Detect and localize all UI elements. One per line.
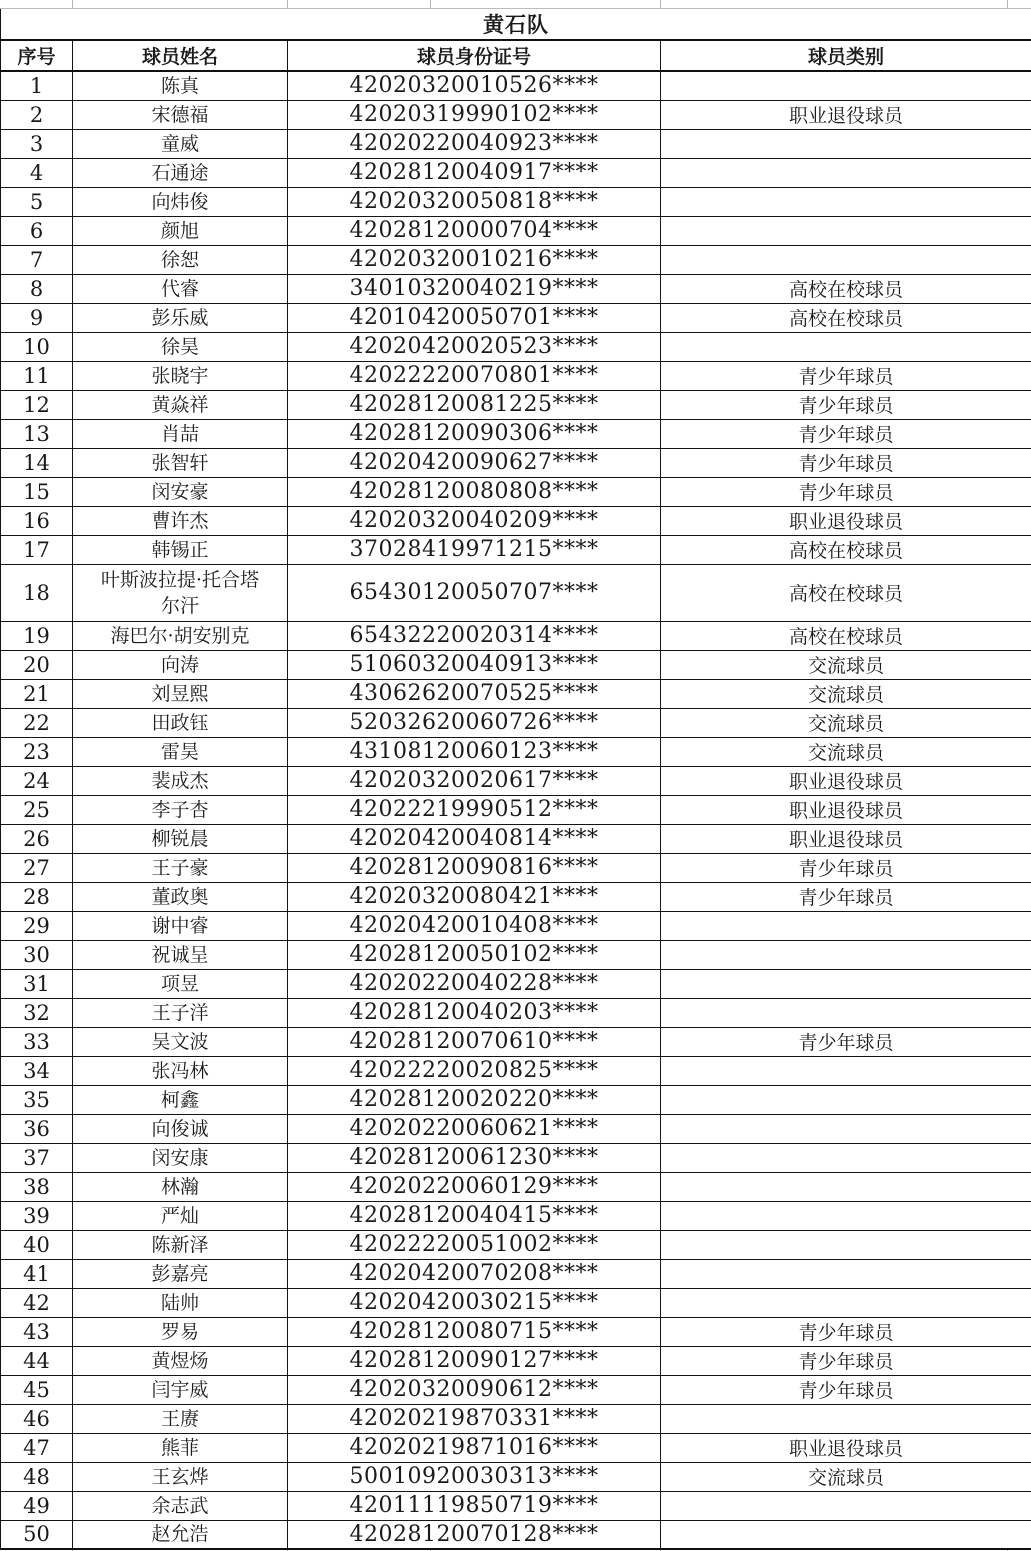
player-id-cell[interactable]: 65430120050707**** (288, 564, 661, 621)
player-id-cell[interactable]: 42022220070801**** (288, 361, 661, 390)
player-id-cell[interactable]: 52032620060726**** (288, 708, 661, 737)
player-category-cell[interactable]: 职业退役球员 (661, 1433, 1031, 1462)
player-name-cell[interactable]: 赵允浩 (73, 1520, 288, 1549)
player-category-cell[interactable] (661, 1491, 1031, 1520)
player-name-cell[interactable]: 雷昊 (73, 737, 288, 766)
table-row[interactable] (1, 679, 1031, 708)
player-name-cell[interactable]: 闵安豪 (73, 477, 288, 506)
table-row[interactable] (1, 766, 1031, 795)
player-name-cell[interactable]: 罗易 (73, 1317, 288, 1346)
player-id-cell[interactable]: 42020220060621**** (288, 1114, 661, 1143)
player-name-cell[interactable]: 林瀚 (73, 1172, 288, 1201)
player-category-cell[interactable] (661, 158, 1031, 187)
row-index-cell[interactable]: 18 (1, 564, 73, 621)
player-name-cell[interactable]: 张晓宇 (73, 361, 288, 390)
table-row[interactable] (1, 477, 1031, 506)
table-row[interactable] (1, 1259, 1031, 1288)
player-category-cell[interactable] (661, 216, 1031, 245)
table-row[interactable] (1, 332, 1031, 361)
player-name-cell[interactable]: 李子杏 (73, 795, 288, 824)
player-id-cell[interactable]: 42020220040923**** (288, 129, 661, 158)
row-index-cell[interactable]: 8 (1, 274, 73, 303)
table-row[interactable] (1, 1114, 1031, 1143)
row-index-cell[interactable]: 26 (1, 824, 73, 853)
player-name-cell[interactable]: 张冯林 (73, 1056, 288, 1085)
player-name-cell[interactable]: 王子洋 (73, 998, 288, 1027)
player-id-cell[interactable]: 42028120061230**** (288, 1143, 661, 1172)
player-name-cell[interactable]: 项昱 (73, 969, 288, 998)
player-name-cell[interactable]: 代睿 (73, 274, 288, 303)
player-name-cell[interactable]: 田政钰 (73, 708, 288, 737)
row-index-cell[interactable]: 29 (1, 911, 73, 940)
player-id-cell[interactable]: 42020320010526**** (288, 71, 661, 100)
player-id-cell[interactable]: 42020420070208**** (288, 1259, 661, 1288)
row-index-cell[interactable]: 31 (1, 969, 73, 998)
table-row[interactable] (1, 506, 1031, 535)
row-index-cell[interactable]: 32 (1, 998, 73, 1027)
player-category-cell[interactable] (661, 1520, 1031, 1549)
player-name-cell[interactable]: 吴文波 (73, 1027, 288, 1056)
row-index-cell[interactable]: 6 (1, 216, 73, 245)
player-category-cell[interactable]: 高校在校球员 (661, 303, 1031, 332)
player-name-cell[interactable]: 陈真 (73, 71, 288, 100)
table-row[interactable] (1, 1085, 1031, 1114)
row-index-cell[interactable]: 17 (1, 535, 73, 564)
player-category-cell[interactable] (661, 187, 1031, 216)
column-header-index[interactable]: 序号 (1, 40, 73, 71)
table-row[interactable] (1, 621, 1031, 650)
row-index-cell[interactable]: 40 (1, 1230, 73, 1259)
row-index-cell[interactable]: 12 (1, 390, 73, 419)
row-index-cell[interactable]: 38 (1, 1172, 73, 1201)
player-name-cell[interactable]: 韩锡正 (73, 535, 288, 564)
player-id-cell[interactable]: 43108120060123**** (288, 737, 661, 766)
table-row[interactable] (1, 998, 1031, 1027)
player-category-cell[interactable] (661, 1172, 1031, 1201)
player-name-cell[interactable]: 裴成杰 (73, 766, 288, 795)
player-name-cell[interactable]: 向涛 (73, 650, 288, 679)
row-index-cell[interactable]: 21 (1, 679, 73, 708)
row-index-cell[interactable]: 48 (1, 1462, 73, 1491)
player-category-cell[interactable]: 青少年球员 (661, 1027, 1031, 1056)
row-index-cell[interactable]: 30 (1, 940, 73, 969)
player-category-cell[interactable] (661, 1143, 1031, 1172)
player-name-cell[interactable]: 黄焱祥 (73, 390, 288, 419)
player-id-cell[interactable]: 42028120090306**** (288, 419, 661, 448)
table-header-row (1, 40, 1031, 71)
table-row[interactable] (1, 129, 1031, 158)
table-row[interactable] (1, 564, 1031, 621)
player-category-cell[interactable]: 职业退役球员 (661, 795, 1031, 824)
row-index-cell[interactable]: 23 (1, 737, 73, 766)
table-body (1, 71, 1031, 1549)
table-row[interactable] (1, 303, 1031, 332)
row-index-cell[interactable]: 49 (1, 1491, 73, 1520)
player-name-cell[interactable]: 肖喆 (73, 419, 288, 448)
table-row[interactable] (1, 969, 1031, 998)
row-index-cell[interactable]: 34 (1, 1056, 73, 1085)
table-row[interactable] (1, 100, 1031, 129)
player-id-cell[interactable]: 43062620070525**** (288, 679, 661, 708)
player-category-cell[interactable] (661, 332, 1031, 361)
player-name-cell[interactable]: 张智轩 (73, 448, 288, 477)
player-id-cell[interactable]: 42028120090816**** (288, 853, 661, 882)
table-row[interactable] (1, 187, 1031, 216)
table-row[interactable] (1, 1346, 1031, 1375)
table-row[interactable] (1, 824, 1031, 853)
player-category-cell[interactable] (661, 1404, 1031, 1433)
table-row[interactable] (1, 535, 1031, 564)
player-category-cell[interactable] (661, 969, 1031, 998)
player-name-cell[interactable]: 石通途 (73, 158, 288, 187)
player-id-cell[interactable]: 42028120040917**** (288, 158, 661, 187)
table-row[interactable] (1, 1172, 1031, 1201)
player-category-cell[interactable]: 青少年球员 (661, 882, 1031, 911)
player-id-cell[interactable]: 42028120080808**** (288, 477, 661, 506)
table-row[interactable] (1, 853, 1031, 882)
player-category-cell[interactable]: 职业退役球员 (661, 824, 1031, 853)
table-row[interactable] (1, 1288, 1031, 1317)
player-name-cell[interactable]: 黄煜炀 (73, 1346, 288, 1375)
player-name-cell[interactable]: 余志武 (73, 1491, 288, 1520)
player-category-cell[interactable]: 职业退役球员 (661, 506, 1031, 535)
row-index-cell[interactable]: 4 (1, 158, 73, 187)
table-row[interactable] (1, 708, 1031, 737)
player-id-cell[interactable]: 42022220051002**** (288, 1230, 661, 1259)
table-row[interactable] (1, 216, 1031, 245)
player-id-cell[interactable]: 42020420090627**** (288, 448, 661, 477)
player-name-cell[interactable]: 闫宇威 (73, 1375, 288, 1404)
row-index-cell[interactable]: 35 (1, 1085, 73, 1114)
table-row[interactable] (1, 158, 1031, 187)
player-name-cell[interactable]: 海巴尔·胡安别克 (73, 621, 288, 650)
table-row[interactable] (1, 795, 1031, 824)
player-name-cell[interactable]: 刘昱熙 (73, 679, 288, 708)
table-title-row (1, 9, 1031, 40)
player-id-cell[interactable]: 42020320040209**** (288, 506, 661, 535)
player-name-cell[interactable]: 向炜俊 (73, 187, 288, 216)
player-category-cell[interactable]: 高校在校球员 (661, 274, 1031, 303)
player-name-cell[interactable]: 徐恕 (73, 245, 288, 274)
row-index-cell[interactable]: 11 (1, 361, 73, 390)
gridline-tick (660, 0, 661, 8)
player-name-cell[interactable]: 谢中睿 (73, 911, 288, 940)
player-category-cell[interactable]: 青少年球员 (661, 853, 1031, 882)
player-category-cell[interactable] (661, 1288, 1031, 1317)
row-index-cell[interactable]: 24 (1, 766, 73, 795)
player-id-cell[interactable]: 42020320050818**** (288, 187, 661, 216)
player-id-cell[interactable]: 51060320040913**** (288, 650, 661, 679)
row-index-cell[interactable]: 19 (1, 621, 73, 650)
player-category-cell[interactable]: 交流球员 (661, 737, 1031, 766)
player-category-cell[interactable] (661, 940, 1031, 969)
player-id-cell[interactable]: 42020219870331**** (288, 1404, 661, 1433)
player-id-cell[interactable]: 42020320090612**** (288, 1375, 661, 1404)
table-row[interactable] (1, 1230, 1031, 1259)
row-index-cell[interactable]: 13 (1, 419, 73, 448)
table-row[interactable] (1, 361, 1031, 390)
player-category-cell[interactable] (661, 1056, 1031, 1085)
player-id-cell[interactable]: 65432220020314**** (288, 621, 661, 650)
row-index-cell[interactable]: 16 (1, 506, 73, 535)
row-index-cell[interactable]: 47 (1, 1433, 73, 1462)
player-category-cell[interactable]: 青少年球员 (661, 390, 1031, 419)
player-name-cell[interactable]: 严灿 (73, 1201, 288, 1230)
player-name-cell[interactable]: 董政奥 (73, 882, 288, 911)
player-id-cell[interactable]: 42028120070610**** (288, 1027, 661, 1056)
player-id-cell[interactable]: 50010920030313**** (288, 1462, 661, 1491)
player-name-cell[interactable]: 王子豪 (73, 853, 288, 882)
player-name-cell[interactable]: 陆帅 (73, 1288, 288, 1317)
player-id-cell[interactable]: 42028120081225**** (288, 390, 661, 419)
player-category-cell[interactable]: 青少年球员 (661, 1375, 1031, 1404)
player-id-cell[interactable]: 42020320020617**** (288, 766, 661, 795)
table-row[interactable] (1, 448, 1031, 477)
row-index-cell[interactable]: 10 (1, 332, 73, 361)
player-category-cell[interactable] (661, 1259, 1031, 1288)
row-index-cell[interactable]: 42 (1, 1288, 73, 1317)
row-index-cell[interactable]: 43 (1, 1317, 73, 1346)
players-table (0, 9, 1031, 1550)
row-index-cell[interactable]: 1 (1, 71, 73, 100)
player-id-cell[interactable]: 42020420040814**** (288, 824, 661, 853)
table-row[interactable] (1, 390, 1031, 419)
player-category-cell[interactable] (661, 1230, 1031, 1259)
player-id-cell[interactable]: 42028120050102**** (288, 940, 661, 969)
player-id-cell[interactable]: 42028120090127**** (288, 1346, 661, 1375)
player-id-cell[interactable]: 37028419971215**** (288, 535, 661, 564)
table-row[interactable] (1, 419, 1031, 448)
table-row[interactable] (1, 1375, 1031, 1404)
player-id-cell[interactable]: 42010420050701**** (288, 303, 661, 332)
table-row[interactable] (1, 737, 1031, 766)
player-id-cell[interactable]: 34010320040219**** (288, 274, 661, 303)
row-index-cell[interactable]: 22 (1, 708, 73, 737)
row-index-cell[interactable]: 45 (1, 1375, 73, 1404)
player-category-cell[interactable]: 青少年球员 (661, 1346, 1031, 1375)
player-id-cell[interactable]: 42022219990512**** (288, 795, 661, 824)
row-index-cell[interactable]: 5 (1, 187, 73, 216)
player-name-cell[interactable]: 宋德福 (73, 100, 288, 129)
row-index-cell[interactable]: 25 (1, 795, 73, 824)
table-row[interactable] (1, 71, 1031, 100)
row-index-cell[interactable]: 33 (1, 1027, 73, 1056)
player-category-cell[interactable]: 高校在校球员 (661, 564, 1031, 621)
player-category-cell[interactable] (661, 998, 1031, 1027)
table-title[interactable]: 黄石队 (1, 9, 1031, 40)
player-name-cell[interactable]: 彭乐威 (73, 303, 288, 332)
column-header-category[interactable]: 球员类别 (661, 40, 1031, 71)
table-row[interactable] (1, 1520, 1031, 1549)
player-name-cell[interactable]: 柯鑫 (73, 1085, 288, 1114)
player-id-cell[interactable]: 42020319990102**** (288, 100, 661, 129)
player-id-cell[interactable]: 42028120040203**** (288, 998, 661, 1027)
player-name-cell[interactable]: 颜旭 (73, 216, 288, 245)
table-row[interactable] (1, 1056, 1031, 1085)
row-index-cell[interactable]: 9 (1, 303, 73, 332)
row-index-cell[interactable]: 37 (1, 1143, 73, 1172)
player-name-cell[interactable]: 柳锐晨 (73, 824, 288, 853)
player-category-cell[interactable]: 青少年球员 (661, 1317, 1031, 1346)
player-name-cell[interactable]: 祝诚呈 (73, 940, 288, 969)
player-name-cell[interactable]: 徐昊 (73, 332, 288, 361)
row-index-cell[interactable]: 27 (1, 853, 73, 882)
row-index-cell[interactable]: 39 (1, 1201, 73, 1230)
player-id-cell[interactable]: 42020420020523**** (288, 332, 661, 361)
table-row[interactable] (1, 1201, 1031, 1230)
player-name-cell[interactable]: 曹许杰 (73, 506, 288, 535)
player-id-cell[interactable]: 42020420010408**** (288, 911, 661, 940)
player-category-cell[interactable] (661, 911, 1031, 940)
sheet-gridline-strip-top (0, 0, 1031, 9)
row-index-cell[interactable]: 36 (1, 1114, 73, 1143)
table-row[interactable] (1, 882, 1031, 911)
player-category-cell[interactable]: 青少年球员 (661, 361, 1031, 390)
player-id-cell[interactable]: 42020320080421**** (288, 882, 661, 911)
player-category-cell[interactable]: 交流球员 (661, 650, 1031, 679)
player-category-cell[interactable]: 青少年球员 (661, 477, 1031, 506)
row-index-cell[interactable]: 50 (1, 1520, 73, 1549)
table-row[interactable] (1, 1433, 1031, 1462)
player-category-cell[interactable]: 交流球员 (661, 679, 1031, 708)
player-category-cell[interactable]: 青少年球员 (661, 419, 1031, 448)
player-id-cell[interactable]: 42020219871016**** (288, 1433, 661, 1462)
player-id-cell[interactable]: 42028120040415**** (288, 1201, 661, 1230)
player-category-cell[interactable]: 青少年球员 (661, 448, 1031, 477)
row-index-cell[interactable]: 41 (1, 1259, 73, 1288)
player-name-cell[interactable]: 王赓 (73, 1404, 288, 1433)
player-category-cell[interactable] (661, 1114, 1031, 1143)
table-row[interactable] (1, 1317, 1031, 1346)
player-category-cell[interactable] (661, 71, 1031, 100)
table-row[interactable] (1, 1404, 1031, 1433)
table-row[interactable] (1, 1491, 1031, 1520)
player-id-cell[interactable]: 42020220040228**** (288, 969, 661, 998)
table-row[interactable] (1, 940, 1031, 969)
player-name-cell[interactable]: 陈新泽 (73, 1230, 288, 1259)
table-row[interactable] (1, 1027, 1031, 1056)
player-id-cell[interactable]: 42022220020825**** (288, 1056, 661, 1085)
player-name-cell[interactable]: 叶斯波拉提·托合塔尔汗 (73, 564, 288, 621)
player-category-cell[interactable]: 职业退役球员 (661, 100, 1031, 129)
player-category-cell[interactable]: 交流球员 (661, 1462, 1031, 1491)
player-category-cell[interactable] (661, 129, 1031, 158)
player-id-cell[interactable]: 42020220060129**** (288, 1172, 661, 1201)
table-row[interactable] (1, 274, 1031, 303)
table-row[interactable] (1, 245, 1031, 274)
gridline-tick (430, 0, 431, 8)
gridline-tick (287, 0, 288, 8)
player-name-cell[interactable]: 童威 (73, 129, 288, 158)
player-id-cell[interactable]: 42028120000704**** (288, 216, 661, 245)
row-index-cell[interactable]: 20 (1, 650, 73, 679)
player-id-cell[interactable]: 42020320010216**** (288, 245, 661, 274)
player-id-cell[interactable]: 42028120020220**** (288, 1085, 661, 1114)
player-category-cell[interactable]: 职业退役球员 (661, 766, 1031, 795)
column-header-name[interactable]: 球员姓名 (73, 40, 288, 71)
player-category-cell[interactable] (661, 1085, 1031, 1114)
player-name-cell[interactable]: 王玄烨 (73, 1462, 288, 1491)
player-id-cell[interactable]: 42028120080715**** (288, 1317, 661, 1346)
table-row[interactable] (1, 650, 1031, 679)
row-index-cell[interactable]: 2 (1, 100, 73, 129)
player-name-cell[interactable]: 熊菲 (73, 1433, 288, 1462)
player-category-cell[interactable] (661, 1201, 1031, 1230)
row-index-cell[interactable]: 3 (1, 129, 73, 158)
player-name-cell[interactable]: 彭嘉亮 (73, 1259, 288, 1288)
column-header-id[interactable]: 球员身份证号 (288, 40, 661, 71)
player-name-cell[interactable]: 闵安康 (73, 1143, 288, 1172)
table-row[interactable] (1, 1143, 1031, 1172)
row-index-cell[interactable]: 44 (1, 1346, 73, 1375)
player-category-cell[interactable]: 高校在校球员 (661, 535, 1031, 564)
player-id-cell[interactable]: 42020420030215**** (288, 1288, 661, 1317)
table-row[interactable] (1, 911, 1031, 940)
row-index-cell[interactable]: 14 (1, 448, 73, 477)
player-id-cell[interactable]: 42028120070128**** (288, 1520, 661, 1549)
gridline-tick (1007, 0, 1008, 8)
player-category-cell[interactable]: 高校在校球员 (661, 621, 1031, 650)
player-category-cell[interactable] (661, 245, 1031, 274)
row-index-cell[interactable]: 7 (1, 245, 73, 274)
gridline-tick (72, 0, 73, 8)
player-category-cell[interactable]: 交流球员 (661, 708, 1031, 737)
player-id-cell[interactable]: 42011119850719**** (288, 1491, 661, 1520)
row-index-cell[interactable]: 28 (1, 882, 73, 911)
table-row[interactable] (1, 1462, 1031, 1491)
player-name-cell[interactable]: 向俊诚 (73, 1114, 288, 1143)
row-index-cell[interactable]: 46 (1, 1404, 73, 1433)
row-index-cell[interactable]: 15 (1, 477, 73, 506)
